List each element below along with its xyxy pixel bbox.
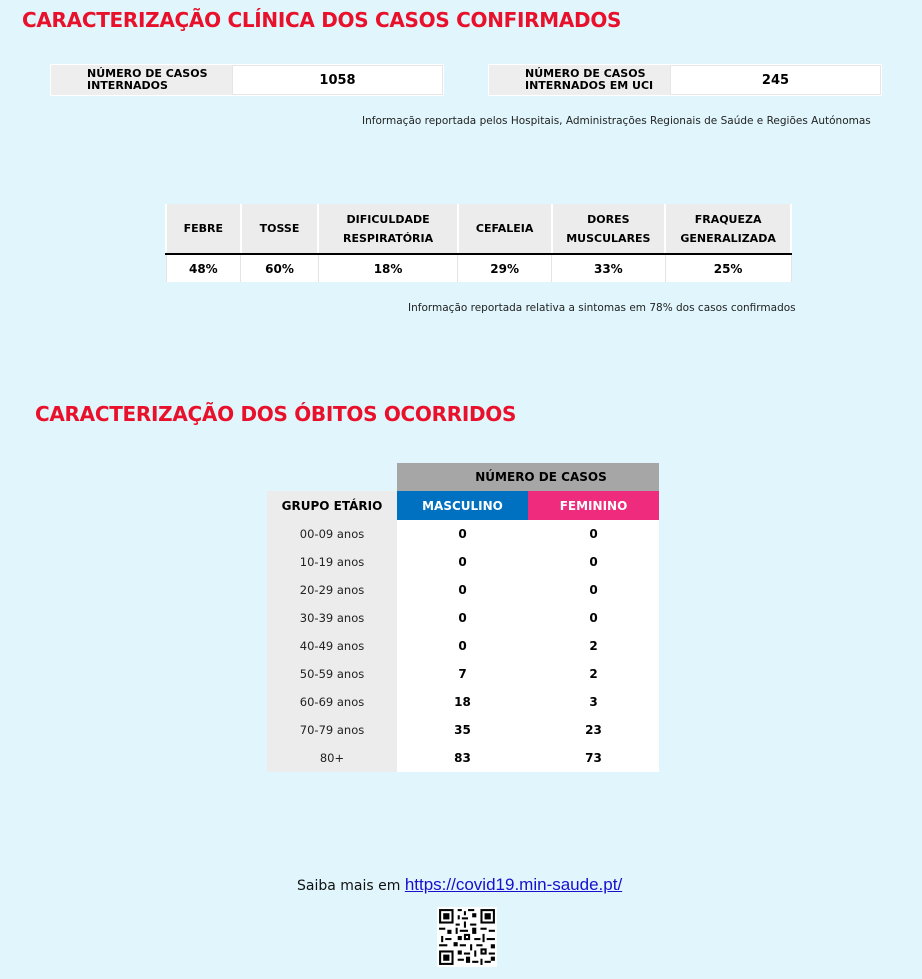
deaths-header-top (267, 463, 659, 491)
table-row (267, 576, 659, 604)
female-count: 0 (528, 520, 659, 548)
table-row (267, 520, 659, 548)
age-group: 40-49 anos (267, 632, 397, 660)
male-count: 7 (397, 660, 528, 688)
header-feminino: FEMININO (528, 491, 659, 520)
symptoms-value-row (166, 254, 791, 282)
qr-code-graphic (437, 907, 497, 967)
male-count: 0 (397, 576, 528, 604)
female-count: 2 (528, 632, 659, 660)
age-group: 00-09 anos (267, 520, 397, 548)
footer-line (297, 875, 622, 895)
header-grupo-etario: GRUPO ETÁRIO (267, 491, 397, 520)
symptom-header-text: MUSCULARES (566, 231, 651, 245)
clinical-section-title: CARACTERIZAÇÃO CLÍNICA DOS CASOS CONFIRMADOS (22, 8, 622, 32)
male-count: 0 (397, 548, 528, 576)
symptom-header-text: TOSSE (259, 222, 300, 235)
symptom-header-tosse (241, 204, 319, 254)
symptom-value: 25% (665, 254, 791, 282)
female-count: 2 (528, 660, 659, 688)
table-row (267, 744, 659, 772)
female-count: 73 (528, 744, 659, 772)
deaths-table (267, 463, 659, 772)
internados-label-line1: NÚMERO DE CASOS (87, 67, 208, 80)
symptom-header-text: DIFICULDADE (346, 212, 430, 226)
symptoms-table (165, 204, 792, 282)
male-count: 0 (397, 632, 528, 660)
symptom-header-text: CEFALEIA (475, 222, 534, 235)
table-row (267, 660, 659, 688)
uci-label-line2: INTERNADOS EM UCI (525, 79, 654, 92)
symptom-header-fraqueza (665, 204, 791, 254)
uci-value: 245 (670, 65, 881, 95)
table-row (267, 716, 659, 744)
hospital-note: Informação reportada pelos Hospitais, Administrações Regionais de Saúde e Regiões Autónomas (362, 115, 871, 127)
header-masculino: MASCULINO (397, 491, 528, 520)
symptom-value: 48% (166, 254, 241, 282)
symptom-header-text: RESPIRATÓRIA (343, 231, 434, 245)
age-group: 30-39 anos (267, 604, 397, 632)
symptom-header-dificuldade (318, 204, 458, 254)
symptom-header-febre (166, 204, 241, 254)
symptom-value: 33% (552, 254, 666, 282)
female-count: 0 (528, 576, 659, 604)
male-count: 0 (397, 604, 528, 632)
symptom-value: 29% (458, 254, 552, 282)
age-group: 10-19 anos (267, 548, 397, 576)
header-blank-cell (267, 463, 397, 491)
symptoms-note: Informação reportada relativa a sintomas em 78% dos casos confirmados (408, 302, 796, 314)
internados-label-line2: INTERNADOS (87, 79, 168, 92)
deaths-header-row (267, 491, 659, 520)
deaths-section-title: CARACTERIZAÇÃO DOS ÓBITOS OCORRIDOS (35, 402, 517, 426)
symptom-header-cefaleia (458, 204, 552, 254)
symptom-value: 18% (318, 254, 458, 282)
female-count: 0 (528, 548, 659, 576)
table-row (267, 604, 659, 632)
symptom-header-text: GENERALIZADA (680, 231, 776, 245)
female-count: 23 (528, 716, 659, 744)
symptom-header-text: FEBRE (183, 222, 224, 235)
internados-label (51, 65, 232, 95)
table-row (267, 548, 659, 576)
qr-code-icon (437, 907, 497, 967)
symptom-header-dores (552, 204, 666, 254)
symptom-header-text: FRAQUEZA (694, 212, 762, 226)
male-count: 0 (397, 520, 528, 548)
symptom-value: 60% (241, 254, 319, 282)
age-group: 60-69 anos (267, 688, 397, 716)
female-count: 3 (528, 688, 659, 716)
table-row (267, 632, 659, 660)
male-count: 35 (397, 716, 528, 744)
symptoms-header-row (166, 204, 791, 254)
internados-value: 1058 (232, 65, 443, 95)
table-row (267, 688, 659, 716)
header-num-casos: NÚMERO DE CASOS (397, 463, 659, 491)
age-group: 80+ (267, 744, 397, 772)
age-group: 50-59 anos (267, 660, 397, 688)
uci-label-line1: NÚMERO DE CASOS (525, 67, 646, 80)
footer-text: Saiba mais em (297, 878, 401, 894)
male-count: 18 (397, 688, 528, 716)
female-count: 0 (528, 604, 659, 632)
age-group: 70-79 anos (267, 716, 397, 744)
footer-link[interactable]: https://covid19.min-saude.pt/ (404, 875, 623, 894)
age-group: 20-29 anos (267, 576, 397, 604)
uci-label (489, 65, 670, 95)
uci-statbox (488, 64, 882, 96)
internados-statbox (50, 64, 444, 96)
male-count: 83 (397, 744, 528, 772)
symptom-header-text: DORES (587, 212, 630, 226)
